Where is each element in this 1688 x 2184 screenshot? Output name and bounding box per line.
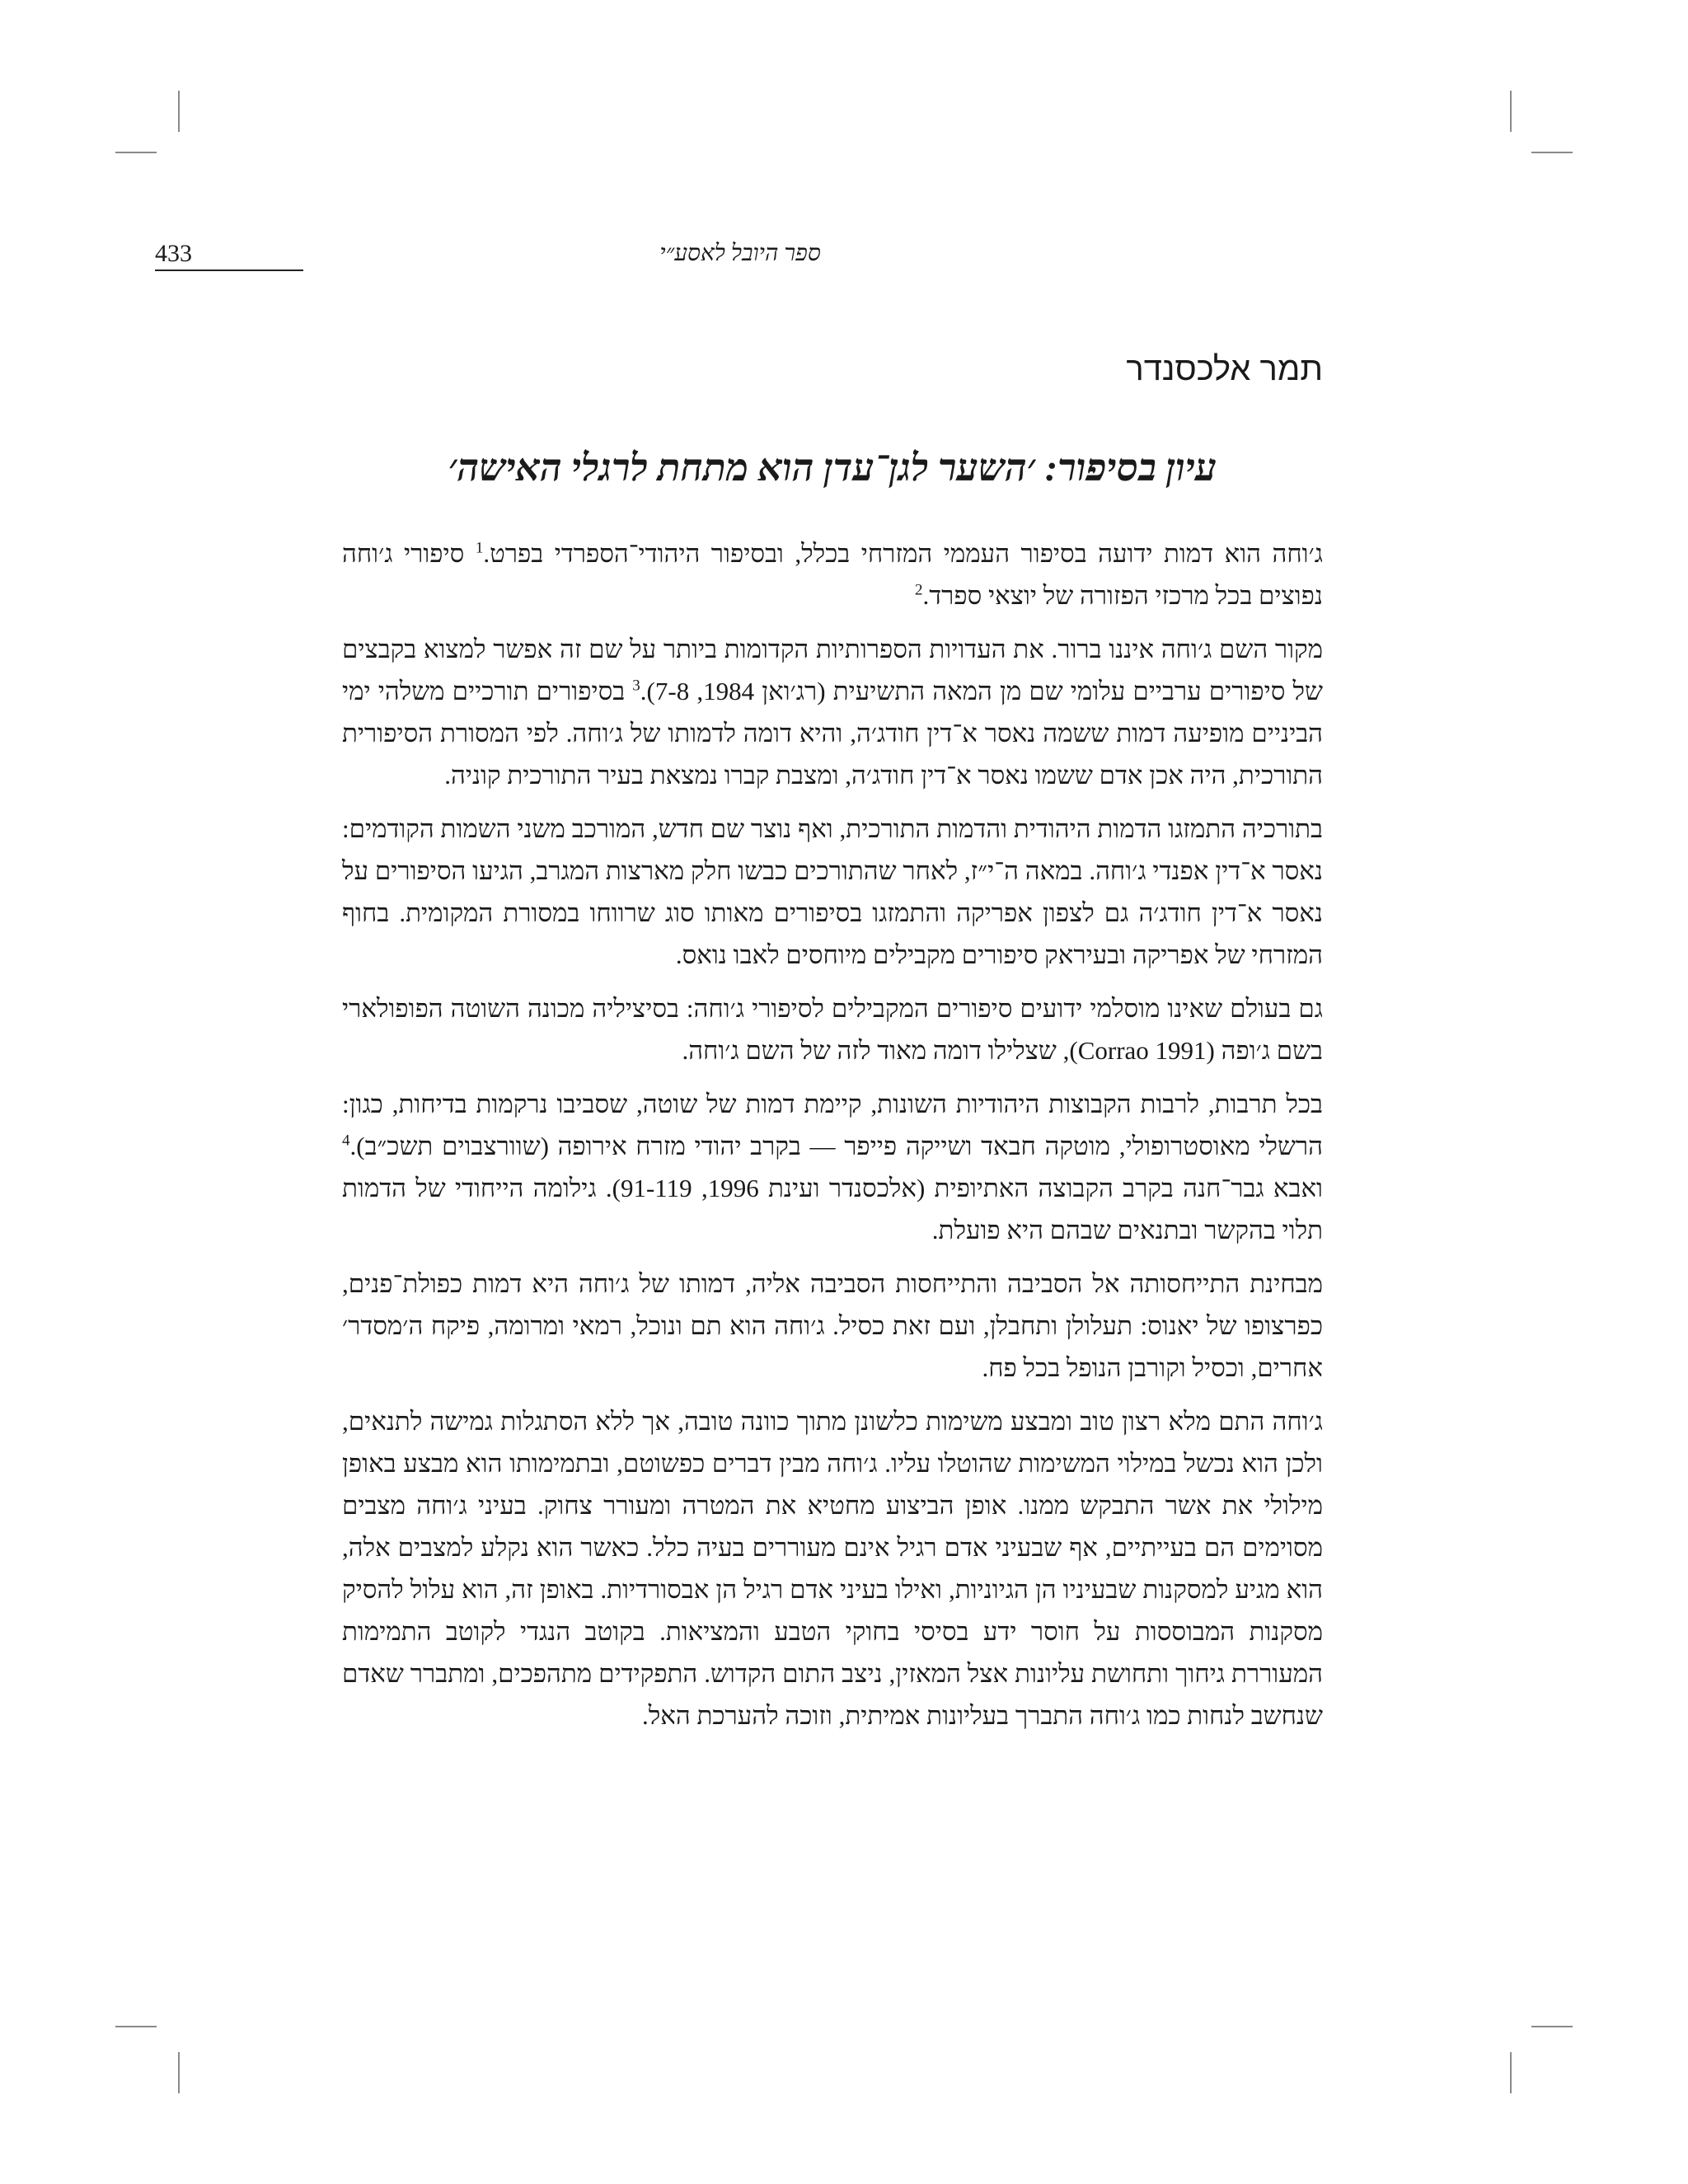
paragraph-2 — [342, 628, 1323, 796]
running-header — [155, 239, 1325, 272]
crop-mark-top-right-vertical — [1510, 91, 1512, 132]
crop-mark-bottom-left-vertical — [178, 2052, 180, 2093]
paragraph-4: גם בעולם שאינו מוסלמי ידועים סיפורים המקבילים לסיפורי ג׳וחה: בסיציליה מכונה השוטה הפופולארי בשם ג׳ופה (Corrao 1991), שצלילו דומה מאוד לזה של השם ג׳וחה. — [342, 994, 1323, 1065]
paragraph-2-text-b: בסיפורים תורכיים משלהי ימי הביניים מופיעה דמות ששמה נאסר א־דין חודג׳ה, והיא דומה לדמותו של ג׳וחה. לפי המסורת הסיפורית התורכית, היה אכן אדם ששמו נאסר א־דין חודג׳ה, ומצבת קברו נמצאת בעיר התורכית קוניה. — [342, 677, 1323, 790]
journal-title: ספר היובל לאסע״י — [659, 241, 821, 266]
crop-mark-top-left-horizontal — [115, 152, 157, 153]
header-rule — [155, 269, 303, 271]
paragraph-5-text-a: בכל תרבות, לרבות הקבוצות היהודיות השונות, קיימת דמות של שוטה, שסביבו נרקמות בדיחות, כגון: הרשלי מאוסטרופולי, מוטקה חבאד ושייקה פייפר — בקרב יהודי מזרח אירופה (שוורצבוים תשכ״ב). — [342, 1090, 1323, 1160]
crop-mark-bottom-left-horizontal — [115, 2026, 157, 2027]
paragraph-3: בתורכיה התמזגו הדמות היהודית והדמות התורכית, ואף נוצר שם חדש, המורכב משני השמות הקודמים: נאסר א־דין אפנדי ג׳וחה. במאה ה־י״ז, לאחר שהתורכים כבשו חלק מארצות המגרב, הגיעו הסיפורים על נאסר א־דין חודג׳ה גם לצפון אפריקה והתמזגו בסיפורים מאותו סוג שרווחו במסורת המקומית. בחוף המזרחי של אפריקה ובעיראק סיפורים מקבילים מיוחסים לאבו נואס. — [342, 814, 1323, 969]
page-number: 433 — [155, 240, 192, 267]
paragraph-6: מבחינת התייחסותה אל הסביבה והתייחסות הסביבה אליה, דמותו של ג׳וחה היא דמות כפולת־פנים, כפרצופו של יאנוס: תעלולן ותחבלן, ועם זאת כסיל. ג׳וחה הוא תם ונוכל, רמאי ומרומה, פיקח ה׳מסדר׳ אחרים, וכסיל וקורבן הנופל בכל פח. — [342, 1269, 1323, 1382]
paragraph-5 — [342, 1083, 1323, 1251]
article-title: עיון בסיפור: ׳השער לגן־עדן הוא מתחת לרגלי האישה׳ — [448, 447, 1217, 489]
footnote-ref-1[interactable]: 1 — [475, 539, 484, 557]
crop-mark-top-right-horizontal — [1531, 152, 1573, 153]
footnote-ref-4[interactable]: 4 — [342, 1132, 350, 1150]
crop-mark-top-left-vertical — [178, 91, 180, 132]
paragraph-1-text-b: סיפורי ג׳וחה נפוצים בכל מרכזי הפזורה של יוצאי ספרד. — [342, 539, 1323, 610]
article-body — [342, 346, 1323, 1748]
paragraph-7: ג׳וחה התם מלא רצון טוב ומבצע משימות כלשונן מתוך כוונה טובה, אך ללא הסתגלות גמישה לתנאים, ולכן הוא נכשל במילוי המשימות שהוטלו עליו. ג׳וחה מבין דברים כפשוטם, ובתמימותו הוא מבצע באופן מילולי את אשר התבקש ממנו. אופן הביצוע מחטיא את המטרה ומעורר צחוק. בעיני ג׳וחה מצבים מסוימים הם בעייתיים, אף שבעיני אדם רגיל אינם מעוררים בעיה כלל. כאשר הוא נקלע למצבים אלה, הוא מגיע למסקנות שבעיניו הן הגיוניות, ואילו בעיני אדם רגיל הן אבסורדיות. באופן זה, הוא עלול להסיק מסקנות המבוססות על חוסר ידע בסיסי בחוקי הטבע והמציאות. בקוטב הנגדי לקוטב התמימות המעוררת גיחוך ותחושת עליונות אצל המאזין, ניצב התום הקדוש. התפקידים מתהפכים, ומתברר שאדם שנחשב לנחות כמו ג׳וחה התברך בעליונות אמיתית, וזוכה להערכת האל. — [342, 1407, 1323, 1730]
crop-mark-bottom-right-vertical — [1510, 2052, 1512, 2093]
author-name: תמר אלכסנדר — [1126, 351, 1323, 387]
paragraph-5-text-b: ואבא גבר־חנה בקרב הקבוצה האתיופית (אלכסנדר ועינת 1996, 91-119). גילומה הייחודי של הדמות תלוי בהקשר ובתנאים שבהם היא פועלת. — [342, 1174, 1323, 1244]
footnote-ref-2[interactable]: 2 — [914, 581, 923, 599]
crop-mark-bottom-right-horizontal — [1531, 2026, 1573, 2027]
footnote-ref-3[interactable]: 3 — [632, 677, 640, 695]
paragraph-1-text-a: ג׳וחה הוא דמות ידועה בסיפור העממי המזרחי בכלל, ובסיפור היהודי־הספרדי בפרט. — [483, 539, 1323, 568]
paragraph-1 — [342, 532, 1323, 616]
paragraph-2-text-a: מקור השם ג׳וחה איננו ברור. את העדויות הספרותיות הקדומות ביותר על שם זה אפשר למצוא בקבצים של סיפורים ערביים עלומי שם מן המאה התשיעית (רג׳ואן 1984, 7-8). — [342, 635, 1324, 705]
